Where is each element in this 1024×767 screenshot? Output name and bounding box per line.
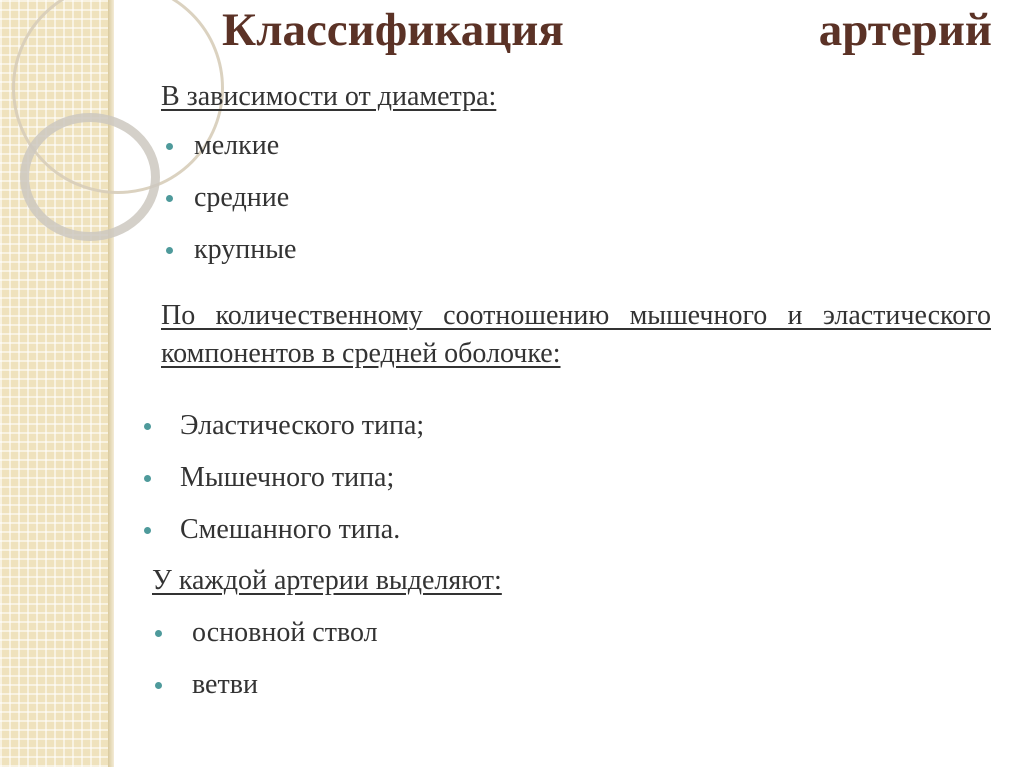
heading-by-diameter: В зависимости от диаметра: bbox=[161, 81, 497, 112]
list-item-text: мелкие bbox=[194, 130, 280, 161]
slide-title-word-2: артерий bbox=[818, 4, 992, 56]
list-item-text: средние bbox=[194, 182, 290, 213]
list-item-text: Эластического типа; bbox=[180, 410, 425, 441]
list-item-text: Смешанного типа. bbox=[180, 514, 401, 545]
heading-artery-parts: У каждой артерии выделяют: bbox=[152, 565, 502, 596]
heading-by-component-ratio: По количественному соотношению мышечного и эластического компонентов в средней оболочке: bbox=[161, 300, 991, 369]
bullet-icon bbox=[144, 475, 151, 482]
list-item-text: Мышечного типа; bbox=[180, 462, 395, 493]
bullet-icon bbox=[155, 682, 162, 689]
list-item-text: основной ствол bbox=[192, 617, 378, 648]
bullet-icon bbox=[144, 527, 151, 534]
bullet-icon bbox=[155, 630, 162, 637]
slide-title bbox=[222, 2, 992, 58]
bullet-icon bbox=[166, 143, 173, 150]
list-item-text: ветви bbox=[192, 669, 258, 700]
bullet-icon bbox=[144, 423, 151, 430]
slide-title-word-1: Классификация bbox=[222, 4, 564, 56]
decorative-ring-small bbox=[20, 113, 160, 241]
bullet-icon bbox=[166, 195, 173, 202]
list-item-text: крупные bbox=[194, 234, 297, 265]
bullet-icon bbox=[166, 247, 173, 254]
